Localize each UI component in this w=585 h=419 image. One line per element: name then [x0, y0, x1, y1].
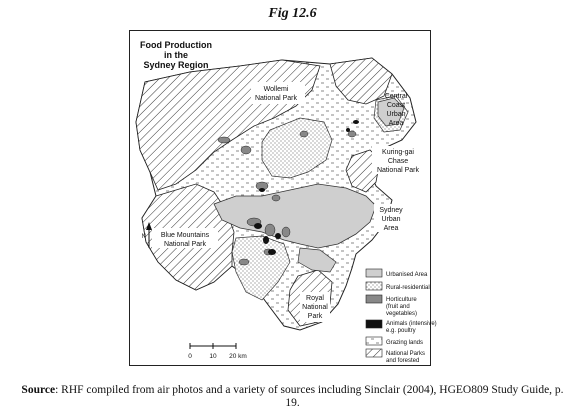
svg-text:Horticulture: Horticulture	[386, 297, 417, 303]
legend-item-rural	[366, 282, 430, 291]
legend-item-parks	[366, 349, 425, 364]
svg-text:Central: Central	[384, 93, 408, 100]
svg-text:Coast: Coast	[386, 102, 406, 109]
svg-text:Urban: Urban	[381, 216, 401, 223]
svg-text:Food Production: Food Production	[140, 40, 212, 50]
svg-text:in the: in the	[164, 50, 188, 60]
label-wollemi	[251, 82, 305, 104]
svg-text:(fruit and: (fruit and	[386, 304, 410, 310]
source-caption	[20, 384, 565, 410]
legend-item-grazing	[366, 337, 423, 346]
svg-text:Urban: Urban	[386, 111, 406, 118]
svg-text:Area: Area	[388, 120, 404, 127]
svg-text:Grazing lands: Grazing lands	[386, 340, 424, 346]
svg-text:Blue Mountains: Blue Mountains	[160, 232, 210, 239]
svg-text:Area: Area	[383, 225, 399, 232]
svg-text:National Parks: National Parks	[386, 351, 426, 357]
svg-text:10: 10	[209, 353, 217, 360]
svg-text:Urbanised Area: Urbanised Area	[386, 272, 428, 278]
svg-text:Animals (intensive): Animals (intensive)	[386, 321, 437, 327]
label-royal	[300, 292, 330, 322]
svg-text:Chase: Chase	[387, 158, 409, 165]
map-title	[140, 40, 212, 70]
legend-item-urban	[366, 269, 428, 278]
map-legend	[366, 269, 437, 364]
svg-text:National: National	[302, 304, 328, 311]
label-kuring-gai	[372, 146, 426, 174]
svg-text:National Park: National Park	[163, 241, 207, 248]
scale-bar	[188, 343, 247, 360]
svg-text:Wollemi: Wollemi	[263, 86, 289, 93]
svg-text:vegetables): vegetables)	[386, 311, 418, 317]
figure-label: Fig 12.6	[268, 6, 317, 21]
svg-text:20 km: 20 km	[229, 353, 247, 360]
svg-text:Park: Park	[307, 313, 323, 320]
svg-text:National Park: National Park	[376, 167, 420, 174]
svg-text:e.g. poultry: e.g. poultry	[386, 328, 416, 334]
svg-text:0: 0	[188, 353, 192, 360]
label-blue-mountains	[152, 228, 218, 248]
svg-text:and forested: and forested	[386, 358, 420, 364]
caption-text: : RHF compiled from air photos and a variety of sources including Sinclair (2004), HGEO809 Study Guide, p. 19.	[55, 384, 564, 409]
label-sydney	[374, 204, 408, 232]
svg-text:Kuring-gai: Kuring-gai	[382, 149, 414, 156]
legend-item-horticulture	[366, 295, 417, 317]
svg-text:Royal: Royal	[306, 295, 324, 302]
svg-text:Sydney: Sydney	[379, 207, 403, 214]
legend-item-animals	[366, 320, 437, 334]
svg-text:Rural-residential: Rural-residential	[386, 285, 430, 291]
svg-text:National Park: National Park	[254, 95, 298, 102]
svg-text:N: N	[141, 234, 146, 240]
caption-source-label: Source	[21, 384, 56, 396]
svg-text:Sydney Region: Sydney Region	[143, 60, 209, 70]
